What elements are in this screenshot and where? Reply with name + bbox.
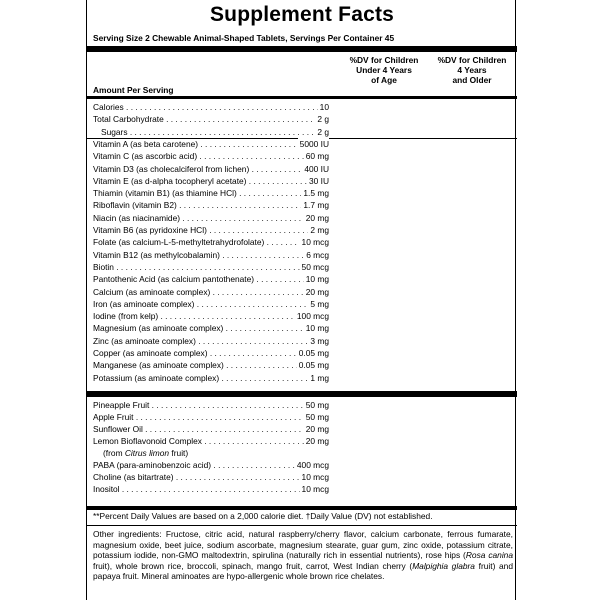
other-ingredients-part1: Other ingredients: Fructose, citric acid, natural raspberry/cherry flavor, calcium carbonate, ferrous fumarate, magnesium oxide, beet juice, sodium ascorbate, magnesium stearate, guar gum, zinc oxide, potassium citrate, potassium iodide, non-GMO maltodextrin, spirulina (naturally rich in essential nutrients), rose hips ( bbox=[93, 529, 513, 561]
ingredient-name: Vitamin E (as d-alpha tocopheryl acetate) . . . bbox=[93, 175, 328, 187]
ingredient-amount: 60 mg bbox=[305, 151, 329, 162]
ingredient-amount: 400 mcg bbox=[296, 460, 329, 470]
table-row bbox=[87, 273, 517, 285]
ingredient-amount: 2 mg bbox=[310, 225, 329, 235]
ingredient-amount: 20 mg bbox=[305, 286, 329, 297]
ingredient-amount: 20 mg bbox=[305, 424, 329, 434]
table-row bbox=[87, 322, 517, 334]
ingredient-name: Biotin . . . bbox=[93, 261, 328, 273]
table-row bbox=[87, 471, 517, 483]
header-col1-line2: Under 4 Years bbox=[356, 65, 412, 75]
ingredient-name: PABA (para-aminobenzoic acid) . . . bbox=[93, 459, 328, 471]
ingredient-name: Vitamin D3 (as cholecalciferol from lichen) . . . bbox=[93, 163, 328, 175]
ingredient-name: Choline (as bitartrate) . . . bbox=[93, 471, 328, 483]
header-col2-line3: and Older bbox=[452, 75, 492, 85]
table-row bbox=[87, 347, 517, 359]
ingredient-name: Riboflavin (vitamin B2) . . . bbox=[93, 199, 328, 211]
table-row bbox=[87, 138, 517, 150]
table-row bbox=[87, 335, 517, 347]
ingredient-name: Calories . . . bbox=[93, 101, 328, 113]
ingredient-amount: 10 bbox=[319, 102, 329, 112]
mid-thick-rule bbox=[87, 391, 517, 397]
table-row bbox=[87, 423, 517, 435]
ingredient-amount: 5000 IU bbox=[299, 138, 329, 149]
ingredient-name: Copper (as aminoate complex) . . . bbox=[93, 347, 328, 359]
header-children-under-4 bbox=[339, 55, 429, 85]
ingredient-amount: 1 mg bbox=[310, 372, 329, 383]
header-col2-line1: %DV for Children bbox=[437, 55, 507, 65]
ingredient-amount: 10 mcg bbox=[301, 472, 329, 482]
ingredient-name: Calcium (as aminoate complex) . . . bbox=[93, 286, 328, 298]
other-ingredients bbox=[93, 529, 513, 582]
ingredient-amount: 5 mg bbox=[310, 298, 329, 309]
other-ingredients-species1: Rosa canina bbox=[465, 550, 513, 561]
footnote-divider bbox=[87, 525, 517, 526]
table-row bbox=[87, 212, 517, 224]
ingredient-name: Iron (as aminoate complex) . . . bbox=[93, 298, 328, 310]
ingredient-name: Sunflower Oil . . . bbox=[93, 423, 328, 435]
table-row bbox=[87, 310, 517, 322]
header-col1-line1: %DV for Children bbox=[349, 55, 419, 65]
table-row bbox=[87, 298, 517, 310]
footnote: **Percent Daily Values are based on a 2,000 calorie diet. †Daily Value (DV) not established. bbox=[93, 511, 433, 521]
table-row bbox=[87, 372, 517, 384]
table-row bbox=[87, 236, 517, 248]
serving-info: Serving Size 2 Chewable Animal-Shaped Tablets, Servings Per Container 45 bbox=[93, 33, 395, 43]
ingredient-amount: 20 mg bbox=[305, 436, 329, 446]
ingredient-amount: 3 mg bbox=[310, 335, 329, 346]
other-ingredients-species2: Malpighia glabra bbox=[412, 560, 475, 571]
table-row bbox=[87, 483, 517, 495]
table-row bbox=[87, 224, 517, 236]
ingredient-amount: 50 mg bbox=[305, 412, 329, 422]
table-row bbox=[87, 163, 517, 175]
ingredient-amount: 10 mcg bbox=[301, 237, 329, 248]
ingredient-name: Magnesium (as aminoate complex) . . . bbox=[93, 322, 328, 334]
top-thick-rule bbox=[87, 46, 517, 52]
ingredient-amount: 10 mcg bbox=[301, 484, 329, 494]
table-row bbox=[87, 249, 517, 261]
ingredient-name: Vitamin B6 (as pyridoxine HCl) . . . bbox=[93, 224, 328, 236]
table-row bbox=[87, 175, 517, 187]
header-amount-per-serving: Amount Per Serving bbox=[93, 85, 174, 95]
ingredient-name: Folate (as calcium-L-5-methyltetrahydrofolate) . . . bbox=[93, 236, 328, 248]
ingredient-name: Pineapple Fruit . . . bbox=[93, 399, 328, 411]
lemon-subline bbox=[87, 447, 517, 459]
table-row bbox=[87, 199, 517, 211]
table-row bbox=[87, 261, 517, 273]
ingredient-name: Manganese (as aminoate complex) . . . bbox=[93, 359, 328, 371]
ingredient-amount: 0.05 mg bbox=[298, 360, 329, 371]
ingredient-amount: 30 IU bbox=[308, 175, 329, 186]
ingredient-amount: 1.5 mg bbox=[303, 188, 329, 199]
ingredient-name: Potassium (as aminoate complex) . . . bbox=[93, 372, 328, 384]
lemon-sub-species: Citrus limon bbox=[124, 448, 170, 458]
ingredient-amount: 20 mg bbox=[305, 212, 329, 223]
panel-title: Supplement Facts bbox=[209, 3, 395, 26]
table-row bbox=[87, 286, 517, 298]
ingredient-name: Apple Fruit . . . bbox=[93, 411, 328, 423]
ingredient-amount: 50 mg bbox=[305, 400, 329, 410]
ingredient-name: Iodine (from kelp) . . . bbox=[93, 310, 328, 322]
supplement-facts-panel bbox=[86, 0, 516, 600]
ingredient-name: Zinc (as aminoate complex) . . . bbox=[93, 335, 328, 347]
ingredient-amount: 50 mcg bbox=[301, 261, 329, 272]
table-row bbox=[87, 126, 517, 138]
ingredient-name: Inositol . . . bbox=[93, 483, 328, 495]
header-rule bbox=[87, 96, 517, 99]
lemon-sub-prefix: (from bbox=[103, 448, 125, 458]
table-row bbox=[87, 187, 517, 199]
ingredient-name: Thiamin (vitamin B1) (as thiamine HCl) . . . bbox=[93, 187, 328, 199]
table-row bbox=[87, 359, 517, 371]
table-row bbox=[87, 399, 517, 411]
ingredient-amount: 100 mcg bbox=[296, 311, 329, 322]
ingredient-amount: 400 IU bbox=[304, 163, 329, 174]
header-children-4-and-older bbox=[429, 55, 515, 85]
table-row bbox=[87, 150, 517, 162]
ingredient-amount: 10 mg bbox=[305, 274, 329, 285]
footnote-rule bbox=[87, 506, 517, 510]
table-row bbox=[87, 459, 517, 471]
ingredient-name: Pantothenic Acid (as calcium pantothenate) . . . bbox=[93, 273, 328, 285]
ingredient-amount: 2 g bbox=[317, 114, 329, 125]
ingredient-name: Vitamin B12 (as methylcobalamin) . . . bbox=[93, 249, 328, 261]
ingredient-amount: 1.7 mg bbox=[303, 200, 329, 211]
ingredient-name: Vitamin C (as ascorbic acid) . . . bbox=[93, 150, 328, 162]
ingredient-name: Niacin (as niacinamide) . . . bbox=[93, 212, 328, 224]
ingredient-name: Vitamin A (as beta carotene) . . . bbox=[93, 138, 328, 150]
ingredient-amount: 0.05 mg bbox=[298, 348, 329, 358]
ingredient-name: Sugars . . . bbox=[101, 126, 328, 138]
ingredient-name: Total Carbohydrate . . . bbox=[93, 113, 328, 125]
table-row bbox=[87, 411, 517, 423]
ingredient-amount: 2 g bbox=[317, 126, 329, 137]
header-col1-line3: of Age bbox=[371, 75, 397, 85]
lemon-sub-suffix: fruit) bbox=[169, 448, 189, 458]
table-row bbox=[87, 113, 517, 125]
ingredient-amount: 10 mg bbox=[305, 323, 329, 334]
table-row bbox=[87, 101, 517, 113]
ingredient-amount: 6 mcg bbox=[306, 249, 329, 260]
ingredient-name: Lemon Bioflavonoid Complex . . . bbox=[93, 435, 328, 447]
header-col2-line2: 4 Years bbox=[457, 65, 487, 75]
other-ingredients-part3: fruit) and papaya fruit. Mineral aminoates are hypo-allergenic whole brown rice chelates. bbox=[93, 560, 513, 582]
other-ingredients-part2: fruit), whole brown rice, broccoli, spinach, mango fruit, carrot, West Indian cherry ( bbox=[93, 560, 413, 571]
table-row bbox=[87, 435, 517, 447]
